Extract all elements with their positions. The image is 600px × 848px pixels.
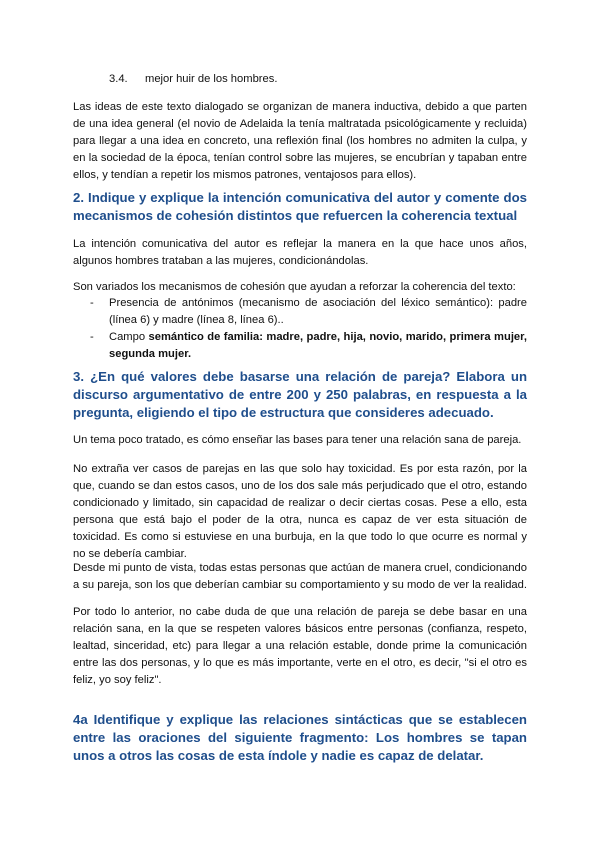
heading-question-2: 2. Indique y explique la intención comunicativa del autor y comente dos mecanismos de cohesión distintos que refuercen la coherencia textual — [73, 190, 527, 223]
paragraph-tema: Un tema poco tratado, es cómo enseñar las bases para tener una relación sana de pareja. — [73, 434, 522, 446]
bullet-text-prefix: Campo — [109, 331, 149, 343]
heading-question-4a: 4a Identifique y explique las relaciones sintácticas que se establecen entre las oraciones del siguiente fragmento: Los hombres se tapan unos a otros las cosas de esta índole y nadie es capaz de delatar. — [73, 712, 527, 763]
list-item — [73, 295, 527, 329]
list-item — [73, 329, 527, 363]
dash-bullet: - — [90, 297, 94, 309]
paragraph-toxicidad: No extraña ver casos de parejas en las que solo hay toxicidad. Es por esta razón, por la que, cuando se dan estos casos, uno de los dos sale más perjudicado que el otro, estando condicionado y limitado, sin capacidad de realizar o decir ciertas cosas. Pese a ello, esta persona que está bajo el poder de la otra, nunca es capaz de ver esta situación de toxicidad. Es como si estuviese en una burbuja, en la que todo lo que ocurre es normal y no se debería cambiar. — [73, 463, 527, 560]
dash-bullet: - — [90, 331, 94, 343]
list-item-3-4 — [109, 71, 277, 88]
paragraph-intencion: La intención comunicativa del autor es reflejar la manera en la que hace unos años, algunos hombres trataban a las mujeres, condicionándolas. — [73, 238, 527, 267]
mechanisms-list — [73, 295, 527, 363]
paragraph-mecanismos-intro: Son variados los mecanismos de cohesión que ayudan a reforzar la coherencia del texto: — [73, 281, 516, 293]
paragraph-punto-vista: Desde mi punto de vista, todas estas personas que actúan de manera cruel, condicionando a su pareja, son los que deberían cambiar su comportamiento y su modo de ver la realidad. — [73, 562, 527, 591]
paragraph-conclusion: Por todo lo anterior, no cabe duda de que una relación de pareja se debe basar en una relación sana, en la que se respeten valores básicos entre personas (confianza, respeto, lealtad, sinceridad, etc) para llegar a una relación estable, donde prime la comunicación entre las dos personas, y lo que es más importante, verte en el otro, es decir, "si el otro es feliz, yo soy feliz". — [73, 606, 527, 686]
bullet-text-bold: semántico de familia: madre, padre, hija, novio, marido, primera mujer, segunda mujer. — [109, 331, 527, 360]
heading-question-3: 3. ¿En qué valores debe basarse una relación de pareja? Elabora un discurso argumentativo de entre 200 y 250 palabras, en respuesta a la pregunta, eligiendo el tipo de estructura que consideres adecuado. — [73, 369, 527, 420]
bullet-text: Presencia de antónimos (mecanismo de asociación del léxico semántico): padre (línea 6) y madre (línea 8, línea 6).. — [109, 297, 527, 326]
paragraph-ideas: Las ideas de este texto dialogado se organizan de manera inductiva, debido a que parten de una idea general (el novio de Adelaida la tenía maltratada psicológicamente y recluida) para llegar a una idea en concreto, una reflexión final (los hombres no admiten la culpa, y en la sociedad de la época, tenían control sobre las mujeres, se encubrían y tapaban entre ellos, y tendían a repetir los mismos patrones, ventajosos para ellos). — [73, 101, 527, 181]
list-item-number: 3.4. — [109, 73, 128, 85]
list-item-text: mejor huir de los hombres. — [145, 73, 278, 85]
